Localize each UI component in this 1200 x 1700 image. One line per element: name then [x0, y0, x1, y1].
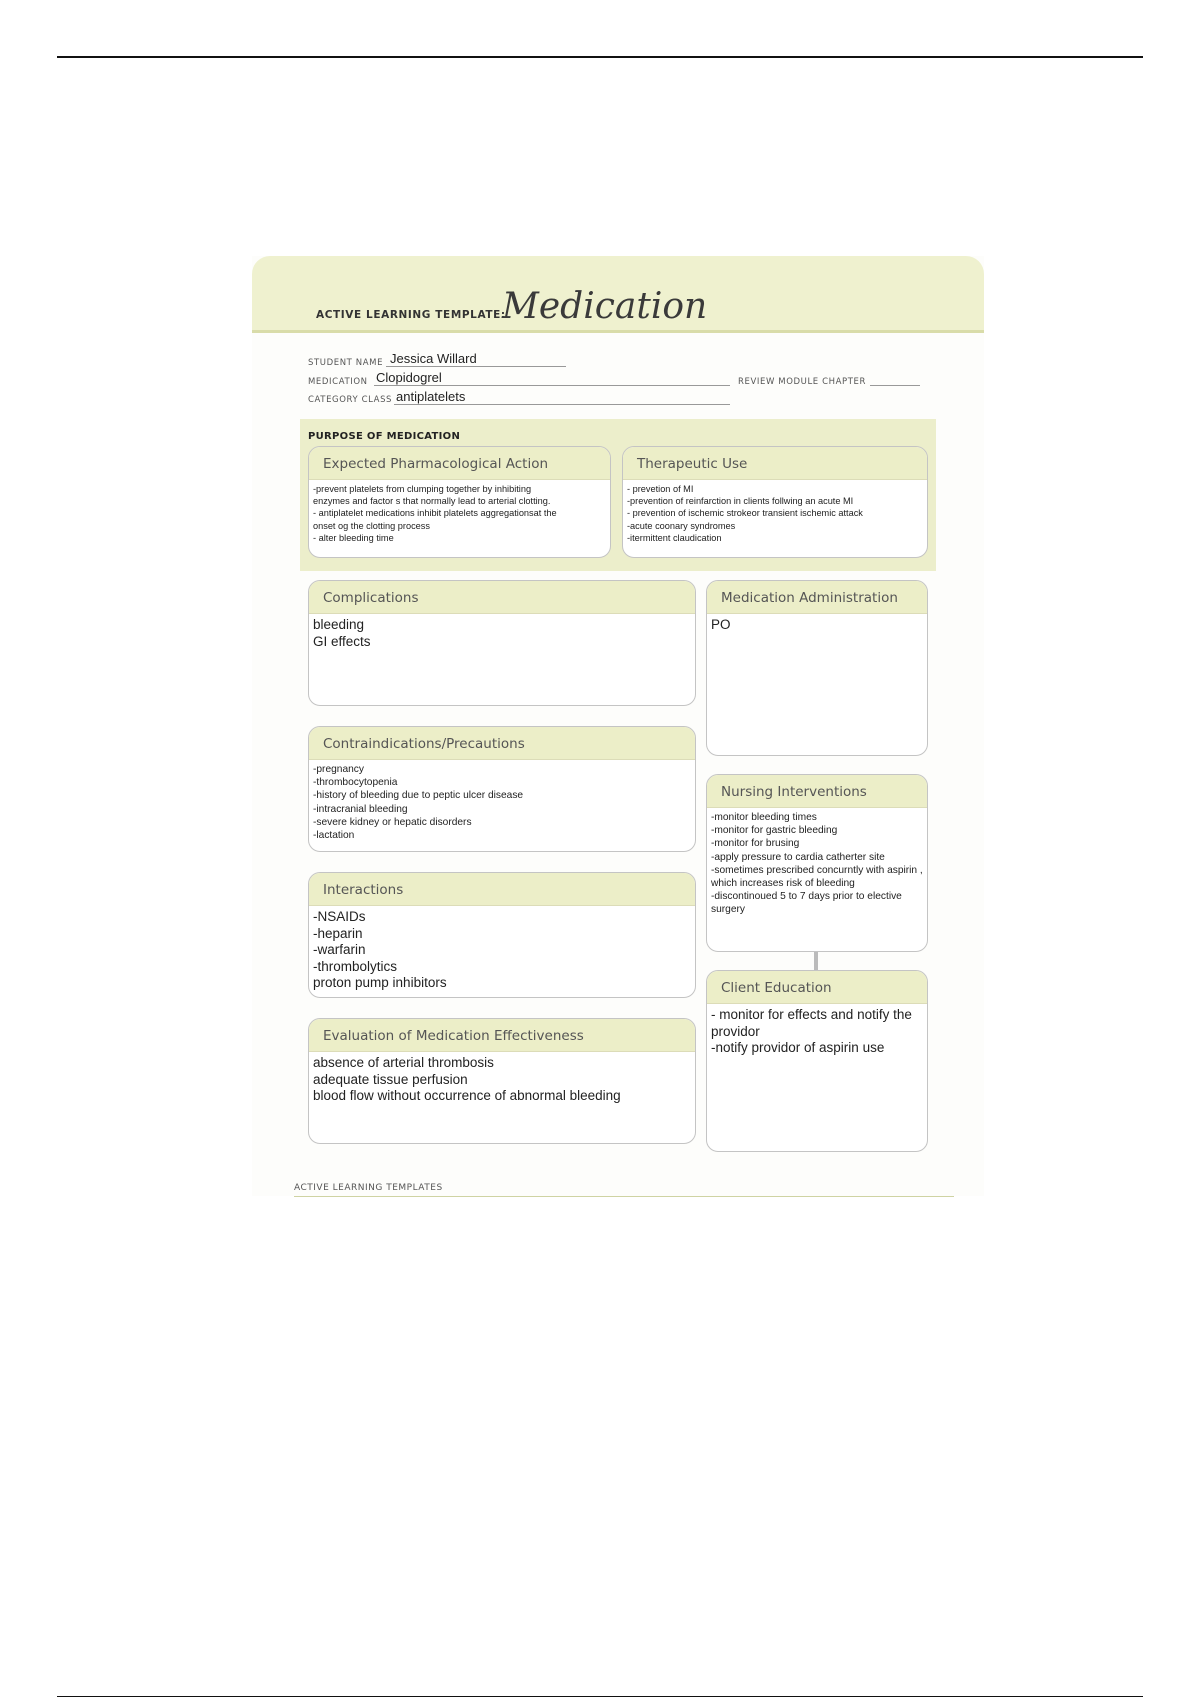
complications-box: [308, 580, 696, 706]
nursing-interventions-line: -monitor for brusing: [711, 838, 800, 850]
therapeutic-use-body: [623, 480, 927, 547]
purpose-title: PURPOSE OF MEDICATION: [308, 431, 461, 442]
expected-action-line: enzymes and factor s that normally lead to arterial clotting.: [313, 496, 551, 507]
contraindications-line: -history of bleeding due to peptic ulcer disease: [313, 790, 524, 802]
complications-line: bleeding: [313, 617, 365, 632]
nursing-interventions-line: -apply pressure to cardia catherter site: [711, 851, 885, 863]
footer-label: ACTIVE LEARNING TEMPLATES: [294, 1183, 443, 1193]
contraindications-line: -lactation: [313, 830, 355, 842]
therapeutic-use-title: Therapeutic Use: [623, 447, 927, 480]
review-module-label: REVIEW MODULE CHAPTER: [738, 377, 867, 387]
medication-label: MEDICATION: [308, 377, 368, 387]
nursing-interventions-line: -discontinoued 5 to 7 days prior to elective surgery: [711, 891, 902, 916]
evaluation-line: absence of arterial thrombosis: [313, 1055, 494, 1070]
category-class-underline: [394, 404, 730, 405]
therapeutic-use-line: -acute coonary syndromes: [627, 520, 736, 531]
category-class-value[interactable]: antiplatelets: [396, 389, 466, 404]
page-top-rule: [57, 56, 1143, 58]
contraindications-box: [308, 726, 696, 852]
template-title: Medication: [502, 286, 708, 327]
contraindications-line: -thrombocytopenia: [313, 777, 398, 789]
contraindications-line: -severe kidney or hepatic disorders: [313, 816, 472, 828]
expected-action-line: - antiplatelet medications inhibit platelets aggregationsat the: [313, 508, 557, 519]
evaluation-line: adequate tissue perfusion: [313, 1071, 468, 1087]
expected-action-body: [309, 480, 610, 547]
therapeutic-use-line: -prevention of reinfarction in clients follwing an acute MI: [627, 496, 854, 507]
client-education-line: - monitor for effects and notify the providor: [711, 1007, 912, 1039]
medication-administration-body: [707, 614, 927, 637]
expected-action-title: Expected Pharmacological Action: [309, 447, 610, 480]
contraindications-body: [309, 760, 695, 845]
template-label: ACTIVE LEARNING TEMPLATE:: [316, 309, 506, 321]
student-name-label: STUDENT NAME: [308, 358, 384, 368]
complications-body: [309, 614, 695, 653]
expected-action-line: onset og the clotting process: [313, 520, 430, 531]
category-class-label: CATEGORY CLASS: [308, 395, 393, 405]
evaluation-body: [309, 1052, 695, 1108]
review-module-underline: [870, 385, 920, 386]
student-name-value[interactable]: Jessica Willard: [390, 351, 477, 366]
medication-underline: [374, 385, 730, 386]
client-education-body: [707, 1004, 927, 1060]
contraindications-title: Contraindications/Precautions: [309, 727, 695, 760]
therapeutic-use-box: [622, 446, 928, 558]
medication-administration-line: PO: [711, 617, 731, 632]
complications-line: GI effects: [313, 633, 371, 649]
client-education-box: [706, 970, 928, 1152]
medication-value[interactable]: Clopidogrel: [376, 370, 442, 385]
therapeutic-use-line: -itermittent claudication: [627, 532, 722, 543]
evaluation-title: Evaluation of Medication Effectiveness: [309, 1019, 695, 1052]
expected-action-line: - alter bleeding time: [313, 532, 394, 543]
expected-action-line: -prevent platelets from clumping together by inhibiting: [313, 484, 532, 494]
connector-line: [814, 952, 818, 972]
therapeutic-use-line: - prevention of ischemic strokeor transient ischemic attack: [627, 508, 863, 519]
medication-administration-box: [706, 580, 928, 756]
interactions-line: -heparin: [313, 925, 363, 941]
nursing-interventions-body: [707, 808, 927, 920]
page-bottom-rule: [57, 1696, 1143, 1697]
nursing-interventions-line: -monitor for gastric bleeding: [711, 825, 838, 837]
interactions-line: -NSAIDs: [313, 909, 366, 924]
evaluation-line: blood flow without occurrence of abnormal bleeding: [313, 1088, 621, 1103]
evaluation-box: [308, 1018, 696, 1144]
interactions-line: -thrombolytics: [313, 958, 398, 974]
student-name-underline: [386, 366, 566, 367]
medication-administration-title: Medication Administration: [707, 581, 927, 614]
nursing-interventions-line: -sometimes prescribed concurntly with aspirin , which increases risk of bleeding: [711, 864, 923, 890]
interactions-box: [308, 872, 696, 998]
therapeutic-use-line: - prevetion of MI: [627, 484, 694, 494]
nursing-interventions-line: -monitor bleeding times: [711, 812, 817, 823]
client-education-title: Client Education: [707, 971, 927, 1004]
interactions-title: Interactions: [309, 873, 695, 906]
complications-title: Complications: [309, 581, 695, 614]
contraindications-line: -pregnancy: [313, 764, 364, 775]
expected-action-box: [308, 446, 611, 558]
footer-rule: [294, 1196, 954, 1197]
interactions-line: proton pump inhibitors: [313, 975, 447, 990]
medication-template-sheet: [252, 256, 984, 1196]
template-header: [252, 256, 984, 333]
contraindications-line: -intracranial bleeding: [313, 803, 408, 815]
client-education-line: -notify providor of aspirin use: [711, 1040, 885, 1055]
nursing-interventions-title: Nursing Interventions: [707, 775, 927, 808]
interactions-line: -warfarin: [313, 942, 366, 957]
interactions-body: [309, 906, 695, 995]
nursing-interventions-box: [706, 774, 928, 952]
